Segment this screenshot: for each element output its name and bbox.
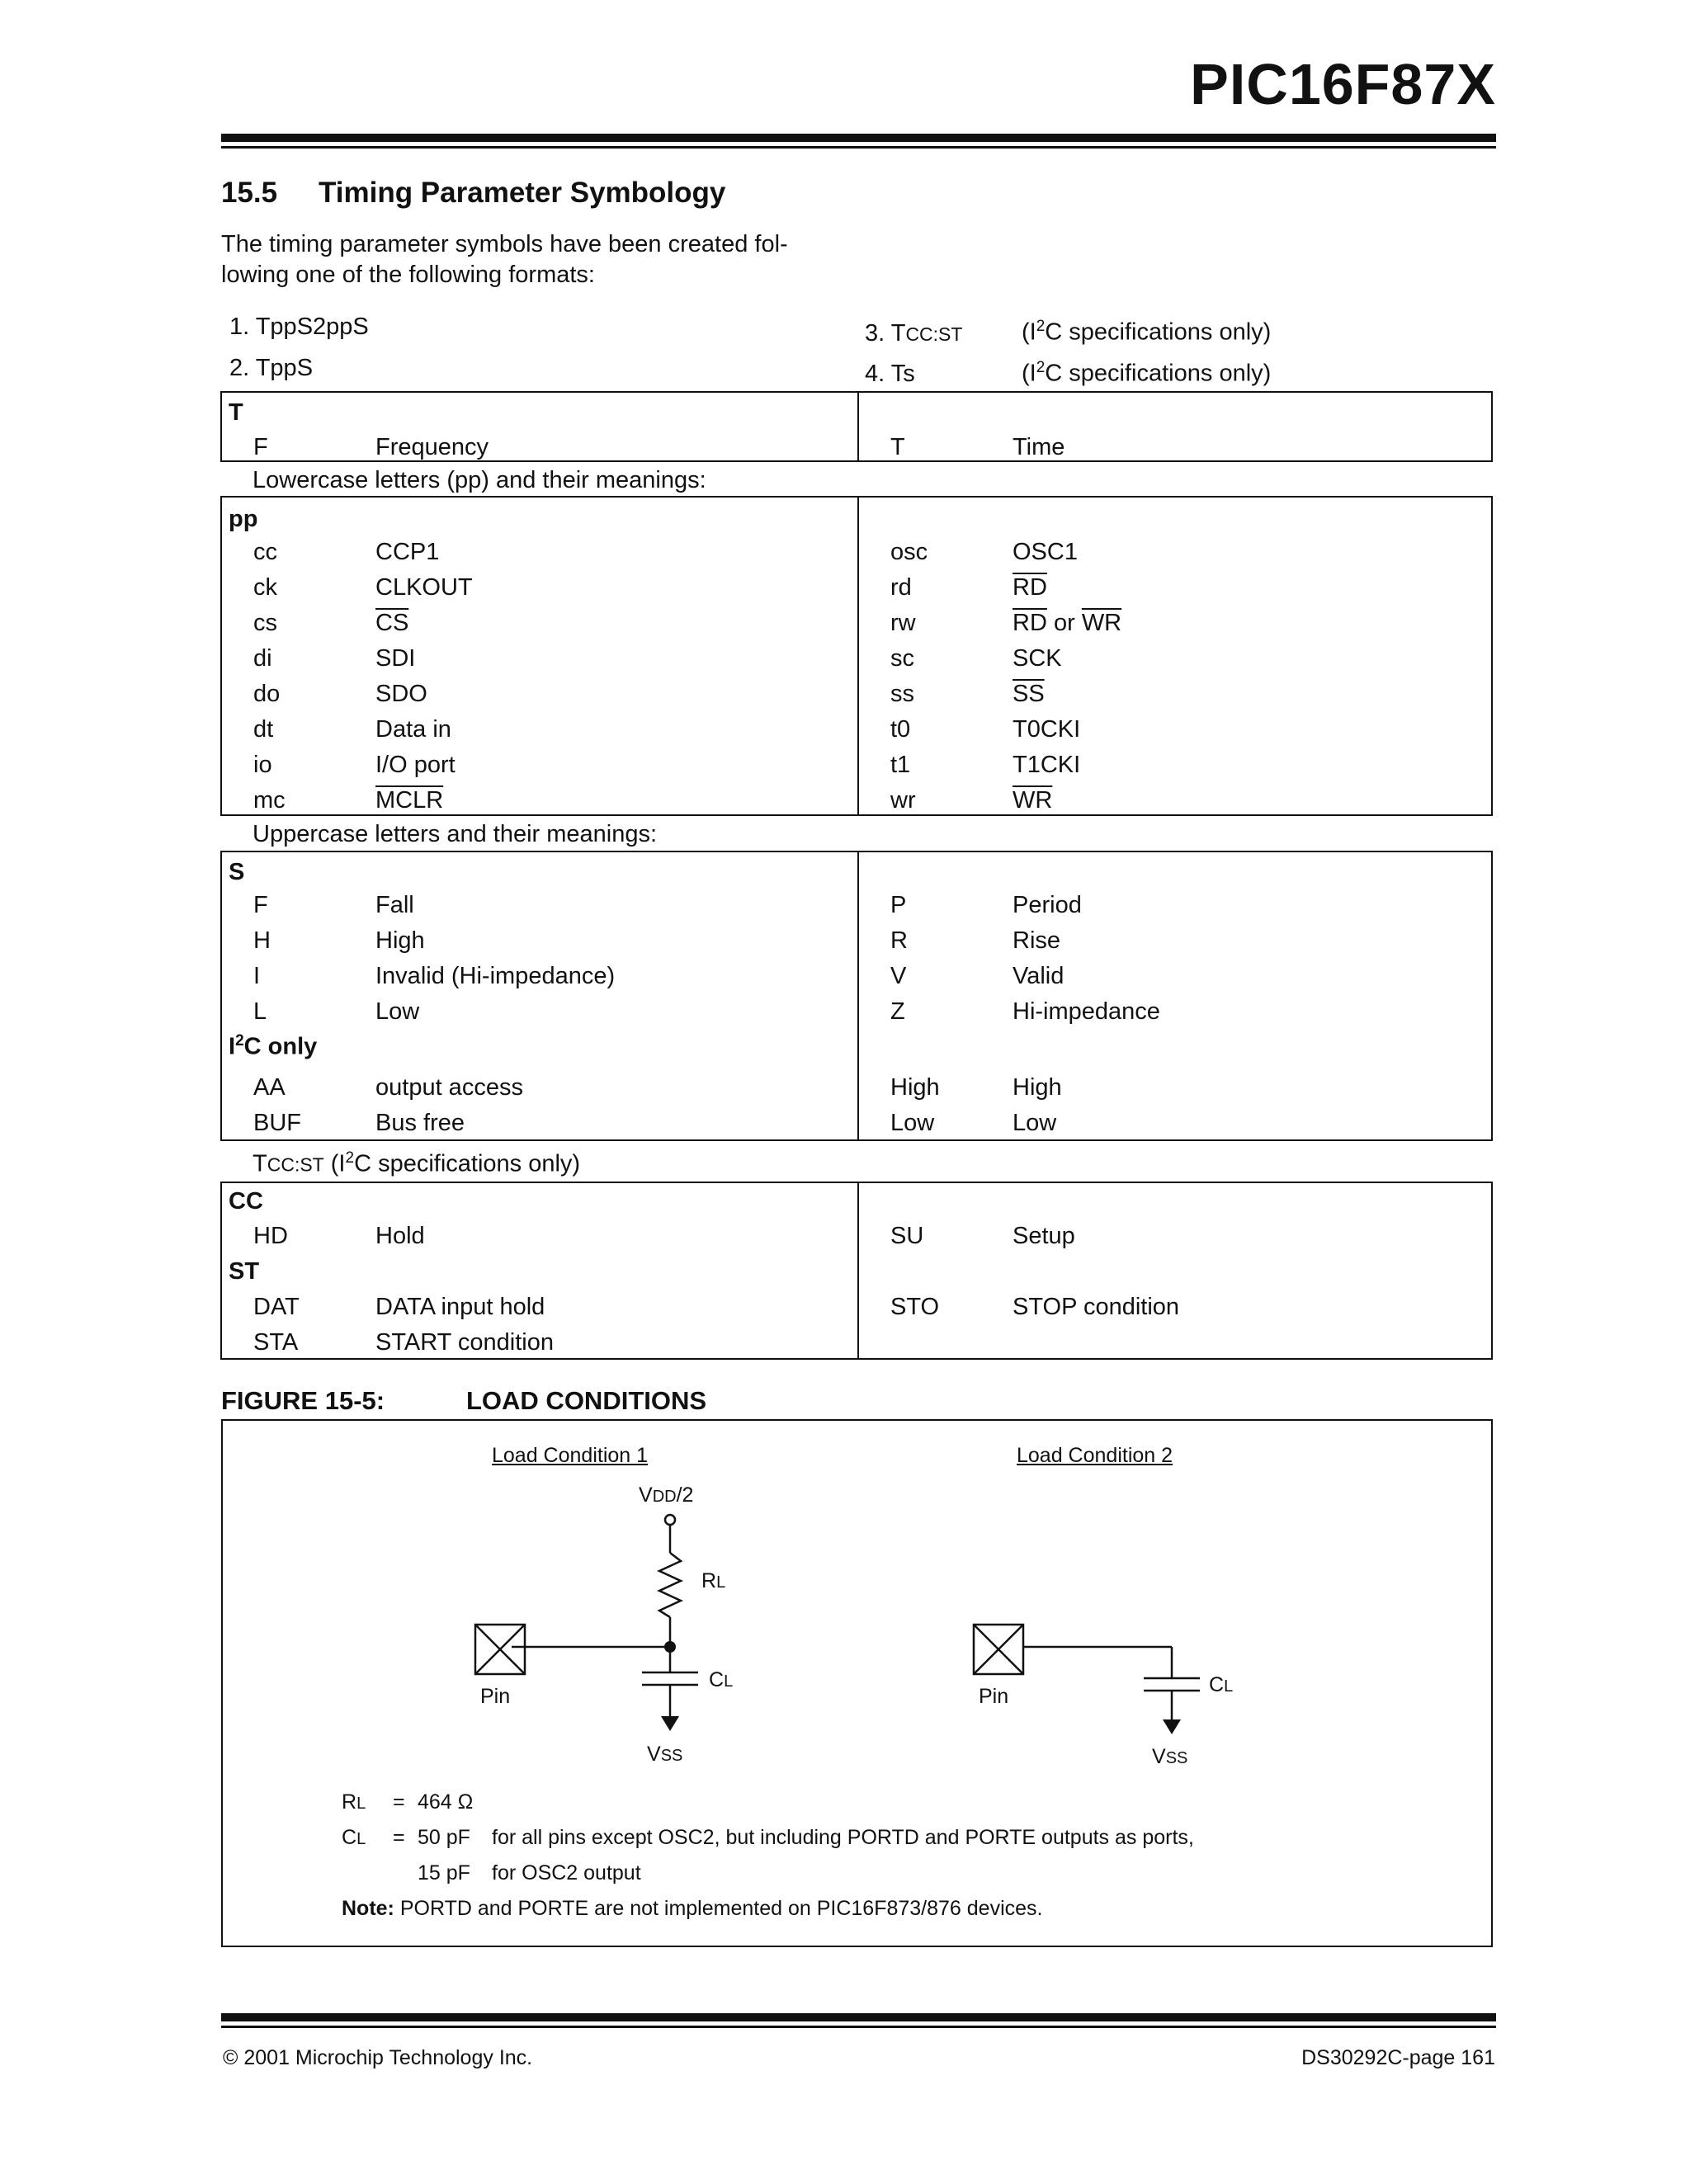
pp-code: do: [253, 681, 281, 707]
i2c-meaning: output access: [375, 1074, 523, 1101]
note-rl-value: 464 Ω: [418, 1790, 474, 1814]
s-meaning: Fall: [375, 892, 414, 918]
table-t-right-meaning: Time: [1013, 434, 1065, 460]
pp-code: io: [253, 752, 272, 778]
format-3: 3. TCC:ST: [865, 320, 963, 347]
load-condition-1-caption: Load Condition 1: [492, 1444, 649, 1467]
format-4: 4. Ts: [865, 361, 915, 387]
note-eq: =: [393, 1826, 405, 1849]
pp-meaning-active-low: $\overline{WR}$: [1013, 787, 1053, 814]
pp-meaning-active-low: $\overline{RD}$: [1013, 574, 1047, 601]
note-cl-value-2: 15 pF: [418, 1861, 470, 1884]
header-rule-thick: [221, 134, 1496, 142]
pp-code: t0: [890, 716, 911, 743]
format-1: 1. TppS2ppS: [229, 314, 369, 340]
s-meaning: Hi-impedance: [1013, 998, 1160, 1025]
pp-meaning: SDO: [375, 681, 427, 707]
table-t-header: T: [229, 399, 243, 426]
tccst-caption: TCC:ST ($I^2C$ specifications only): [253, 1149, 581, 1177]
pp-code: wr: [890, 787, 916, 814]
pp-meaning-rd-or-wr: $\overline{RD}$ or $\overline{WR}$: [1013, 610, 1122, 636]
pp-code: cs: [253, 610, 277, 636]
pp-code: rw: [890, 610, 916, 636]
pp-meaning: OSC1: [1013, 539, 1078, 565]
pp-meaning-active-low: $\overline{CS}$: [375, 610, 409, 636]
table-divider: [857, 393, 859, 460]
s-meaning: High: [375, 927, 425, 954]
pp-code: t1: [890, 752, 911, 778]
vss-label-1: VSS: [647, 1743, 683, 1766]
footer-copyright: © 2001 Microchip Technology Inc.: [223, 2046, 533, 2069]
ground-arrow-icon: [661, 1716, 679, 1731]
i2c-meaning: Low: [1013, 1110, 1057, 1136]
cc-meaning: Hold: [375, 1223, 425, 1249]
pp-meaning-active-low: $\overline{SS}$: [1013, 681, 1045, 707]
table-st-header: ST: [229, 1258, 260, 1285]
ground-arrow-icon: [1163, 1719, 1181, 1734]
pp-code: ck: [253, 574, 277, 601]
cc-code: SU: [890, 1223, 924, 1249]
pp-meaning: T0CKI: [1013, 716, 1081, 743]
s-meaning: Invalid (Hi-impedance): [375, 963, 616, 989]
cc-meaning: Setup: [1013, 1223, 1075, 1249]
figure-load-conditions: [221, 1419, 1493, 1947]
note-eq: =: [393, 1790, 405, 1814]
pp-code: rd: [890, 574, 912, 601]
footer-rule-thin: [221, 2026, 1496, 2028]
pp-code: mc: [253, 787, 286, 814]
pp-code: osc: [890, 539, 928, 565]
note: Note: PORTD and PORTE are not implemented on PIC16F873/876 devices.: [342, 1897, 1043, 1920]
uppercase-caption: Uppercase letters and their meanings:: [253, 821, 658, 847]
note-cl-value-1: 50 pF: [418, 1826, 470, 1849]
pin-label-2: Pin: [979, 1685, 1009, 1708]
pp-meaning: CLKOUT: [375, 574, 473, 601]
section-title: Timing Parameter Symbology: [319, 177, 726, 209]
figure-label: FIGURE 15-5:: [221, 1386, 385, 1415]
vdd-terminal-icon: [665, 1515, 675, 1525]
pp-code: dt: [253, 716, 274, 743]
i2c-meaning: High: [1013, 1074, 1062, 1101]
table-pp: [220, 496, 1493, 816]
format-2: 2. TppS: [229, 355, 314, 381]
pp-meaning: SCK: [1013, 645, 1062, 672]
table-t-left-meaning: Frequency: [375, 434, 489, 460]
s-code: F: [253, 892, 268, 918]
st-code: STO: [890, 1294, 940, 1320]
i2c-code: High: [890, 1074, 940, 1101]
s-meaning: Valid: [1013, 963, 1065, 989]
st-meaning: DATA input hold: [375, 1294, 545, 1320]
s-code: Z: [890, 998, 905, 1025]
header-rule-thin: [221, 146, 1496, 149]
format-3-note: ($I^2C$ specifications only): [1022, 318, 1272, 346]
pp-meaning: SDI: [375, 645, 416, 672]
s-code: H: [253, 927, 271, 954]
st-code: STA: [253, 1329, 299, 1356]
cc-code: HD: [253, 1223, 288, 1249]
pp-meaning: T1CKI: [1013, 752, 1081, 778]
figure-title: LOAD CONDITIONS: [466, 1386, 707, 1415]
table-divider: [857, 498, 859, 814]
footer-page-number: DS30292C-page 161: [1301, 2046, 1495, 2069]
vss-label-2: VSS: [1152, 1745, 1188, 1768]
i2c-code: AA: [253, 1074, 286, 1101]
lowercase-caption: Lowercase letters (pp) and their meanings:: [253, 467, 706, 493]
pp-meaning: Data in: [375, 716, 451, 743]
s-meaning: Period: [1013, 892, 1082, 918]
section-number: 15.5: [221, 177, 278, 209]
table-t-left-code: F: [253, 434, 268, 460]
format-4-note: ($I^2C$ specifications only): [1022, 359, 1272, 387]
note-cl-desc-2: for OSC2 output: [492, 1861, 641, 1884]
table-t-right-code: T: [890, 434, 905, 460]
i2c-meaning: Bus free: [375, 1110, 465, 1136]
table-divider: [857, 852, 859, 1139]
resistor-icon: [659, 1553, 681, 1617]
s-code: V: [890, 963, 907, 989]
i2c-code: Low: [890, 1110, 935, 1136]
st-meaning: START condition: [375, 1329, 554, 1356]
pp-code: sc: [890, 645, 914, 672]
rl-label: RL: [701, 1569, 726, 1592]
st-meaning: STOP condition: [1013, 1294, 1180, 1320]
s-code: I: [253, 963, 261, 989]
s-code: R: [890, 927, 908, 954]
s-code: L: [253, 998, 267, 1025]
pp-meaning: I/O port: [375, 752, 456, 778]
s-meaning: Low: [375, 998, 420, 1025]
i2c-code: BUF: [253, 1110, 301, 1136]
note-cl-label: CL: [342, 1826, 366, 1849]
intro-paragraph: The timing parameter symbols have been created fol- lowing one of the following formats:: [221, 231, 788, 288]
s-code: P: [890, 892, 907, 918]
cl-label-2: CL: [1209, 1673, 1234, 1696]
pp-code: ss: [890, 681, 914, 707]
table-t: [220, 391, 1493, 462]
vdd-half-label: VDD/2: [639, 1484, 694, 1507]
load-conditions-schematic: [223, 1421, 1491, 1946]
junction-dot-icon: [664, 1641, 676, 1653]
table-s-header: S: [229, 859, 245, 885]
table-s: [220, 851, 1493, 1141]
pin-label-1: Pin: [480, 1685, 511, 1708]
table-cc-st: [220, 1182, 1493, 1360]
table-cc-header: CC: [229, 1188, 263, 1215]
table-pp-header: pp: [229, 506, 258, 532]
table-divider: [857, 1183, 859, 1358]
note-rl-label: RL: [342, 1790, 366, 1814]
pp-meaning: CCP1: [375, 539, 440, 565]
pp-meaning-active-low: MCLR: [375, 787, 444, 814]
document-title: PIC16F87X: [1190, 52, 1496, 116]
pp-code: cc: [253, 539, 277, 565]
cl-label-1: CL: [709, 1668, 734, 1691]
i2c-only-header: $I^2C$ only: [229, 1032, 318, 1060]
s-meaning: Rise: [1013, 927, 1061, 954]
st-code: DAT: [253, 1294, 300, 1320]
load-condition-2-caption: Load Condition 2: [1017, 1444, 1173, 1467]
footer-rule-thick: [221, 2013, 1496, 2021]
pp-code: di: [253, 645, 272, 672]
note-cl-desc-1: for all pins except OSC2, but including PORTD and PORTE outputs as ports,: [492, 1826, 1194, 1849]
